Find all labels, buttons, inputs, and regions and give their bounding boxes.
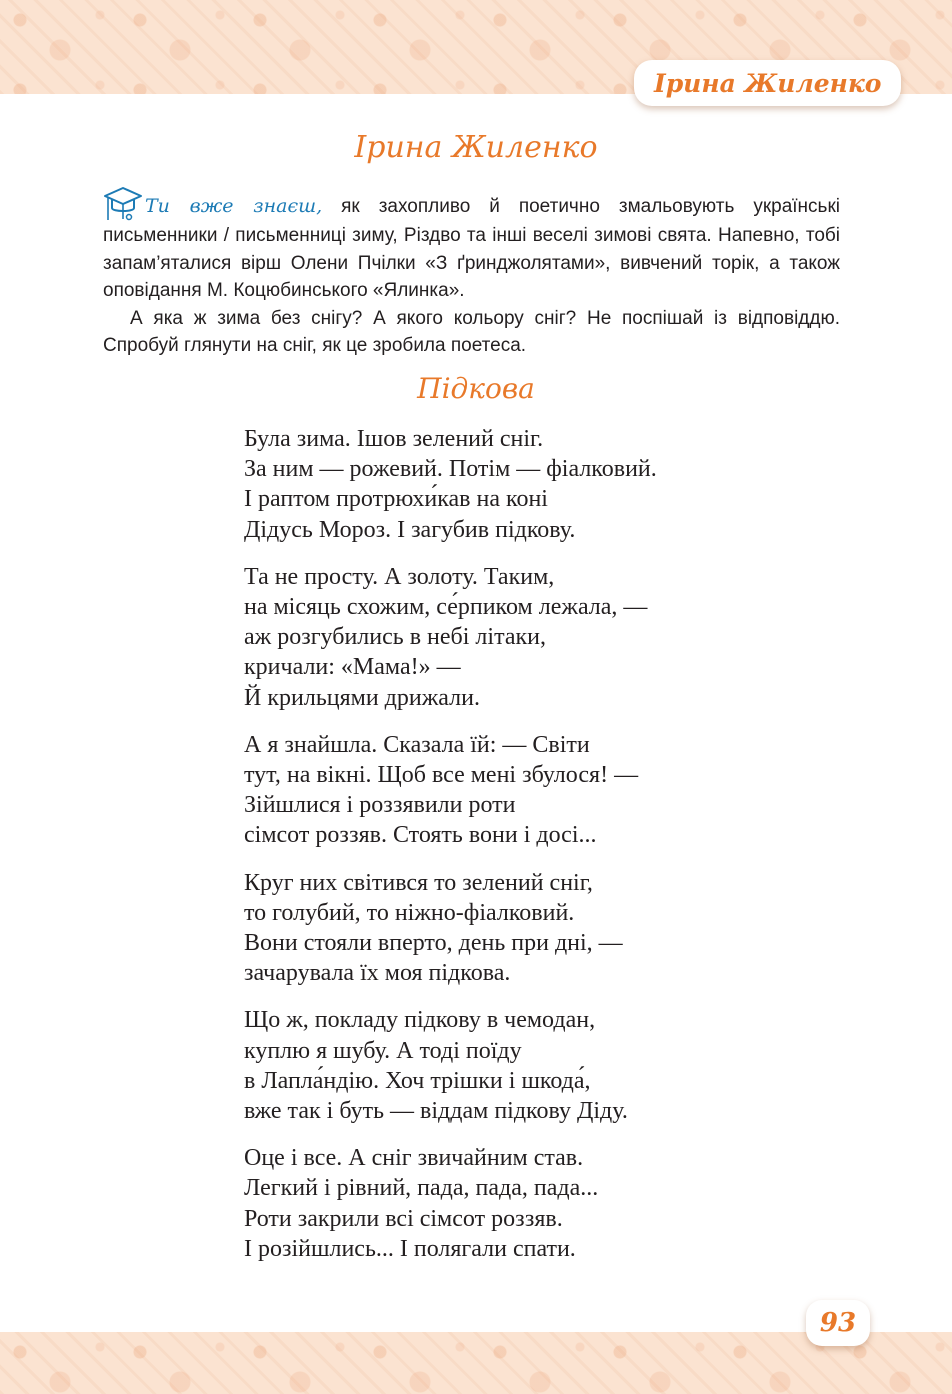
poem-line: Легкий і рівний, пада, пада, пада...: [244, 1175, 599, 1202]
poem-line: на місяць схожим, се́рпиком лежала, —: [244, 594, 648, 621]
poem-line: Й крильцями дрижали.: [244, 684, 480, 711]
poem-line: Зійшлися і роззявили роти: [244, 792, 516, 819]
running-header: Ірина Жиленко: [634, 60, 901, 106]
poem-stanza: [244, 1143, 844, 1264]
intro-lead: Ти вже знаєш,: [145, 195, 323, 217]
intro-paragraph-1-text: як захопливо й поетично змальовують українські письменники / письменниці зиму, Різдво та інші веселі зимові свята. Напевно, тобі запам’яталися вірш Олени Пчілки «З ґринджолятами», вивчений торік, а також оповідання М. Коцюбинського «Ялинка».: [103, 196, 840, 301]
poem-line: в Лапла́ндію. Хоч трішки і шкода́,: [244, 1067, 591, 1094]
poem-line: кричали: «Мама!» —: [244, 654, 461, 681]
intro-text: [103, 186, 840, 360]
poem-body: [244, 424, 844, 1281]
intro-paragraph-2: А яка ж зима без снігу? А якого кольору сніг? Не поспішай із відповіддю. Спробуй глянути на сніг, як це зробила поетеса.: [103, 307, 840, 356]
poem-line: Вони стояли вперто, день при дні, —: [244, 930, 623, 957]
poem-line: За ним — рожевий. Потім — фіалковий.: [244, 456, 657, 483]
page-title: Ірина Жиленко: [354, 130, 598, 165]
poem-line: Роти закрили всі сімсот роззяв.: [244, 1205, 563, 1232]
poem-line: Була зима. Ішов зелений сніг.: [244, 426, 544, 452]
poem-title: Підкова: [417, 372, 535, 405]
poem-line: А я знайшла. Сказала їй: — Світи: [244, 731, 590, 758]
poem-line: Та не просту. А золоту. Таким,: [244, 563, 555, 590]
poem-line: тут, на вікні. Щоб все мені збулося! —: [244, 762, 639, 789]
poem-line: зачарувала їх моя підкова.: [244, 960, 511, 987]
poem-line: Оце і все. А сніг звичайним став.: [244, 1145, 584, 1172]
poem-stanza: [244, 562, 844, 713]
poem-line: вже так і буть — віддам підкову Діду.: [244, 1098, 628, 1125]
poem-line: куплю я шубу. А тоді поїду: [244, 1037, 522, 1064]
poem-line: сімсот роззяв. Стоять вони і досі...: [244, 822, 597, 849]
page-number: 93: [806, 1300, 870, 1346]
intro-paragraph-1: [103, 186, 840, 305]
poem-stanza: [244, 424, 844, 545]
poem-line: І раптом протрюхи́кав на коні: [244, 486, 548, 513]
poem-stanza: [244, 730, 844, 851]
poem-line: аж розгубились в небі літаки,: [244, 624, 547, 651]
graduation-cap-icon: [103, 186, 143, 222]
poem-line: І розійшлись... І полягали спати.: [244, 1235, 576, 1262]
bottom-ornament-band: [0, 1332, 952, 1394]
poem-line: Круг них світився то зелений сніг,: [244, 869, 593, 896]
poem-stanza: [244, 1005, 844, 1126]
poem-line: Що ж, покладу підкову в чемодан,: [244, 1007, 596, 1034]
poem-line: то голубий, то ніжно-фіалковий.: [244, 899, 575, 926]
poem-stanza: [244, 868, 844, 989]
poem-line: Дідусь Мороз. І загубив підкову.: [244, 516, 576, 543]
